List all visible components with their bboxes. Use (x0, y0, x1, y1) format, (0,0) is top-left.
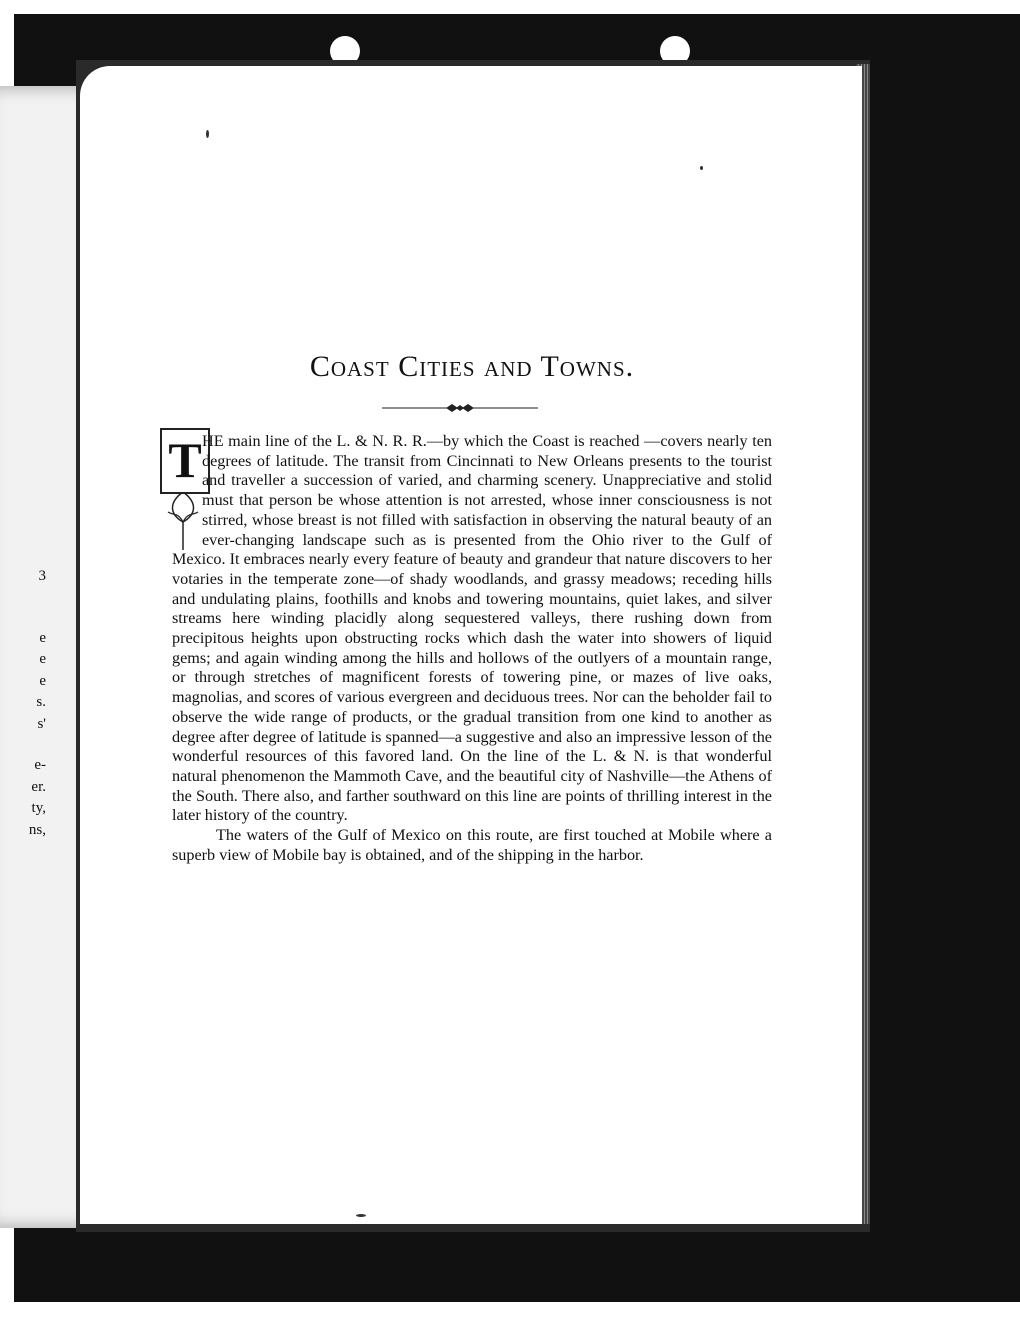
article-body (172, 432, 772, 865)
left-fragment: ns, (28, 821, 46, 838)
scan-speck (700, 166, 703, 170)
paragraph-text: HE main line of the L. & N. R. R.—by which the Coast is reached —covers nearly ten degrees of latitude. The transit from Cincinnati to New Orleans presents to the tourist and traveller a succession of varied, and charming scenery. Unappreciative and stolid must that person be whose attention is not arrested, whose inner consciousness is not stirred, whose breast is not filled with satisfaction in observing the natural beauty of an ever-changing landscape such as is presented from the Ohio river to the Gulf of Mexico. It embraces nearly every feature of beauty and grandeur that nature discovers to her votaries in the temperate zone—of shady woodlands, and grassy meadows; receding hills and undulating plains, foothills and knobs and towering mountains, quiet lakes, and silver streams here winding placidly along sequestered valleys, there rushing down from precipitous heights upon obstructing rocks which dash the water into showers of liquid gems; and again winding among the hills and hollows of the outlyers of a mountain range, or through stretches of magnificent forests of towering pine, or mazes of live oaks, magnolias, and scores of various evergreen and deciduous trees. Nor can the beholder fail to observe the wide range of products, or the gradual transition from one kind to another as degree after degree of latitude is spanned—a suggestive and also an impressive lesson of the wonderful resources of this favored land. On the line of the L. & N. is that wonderful natural phenomenon the Mammoth Cave, and the beautiful city of Nashville—the Athens of the South. There also, and farther southward on this line are points of thrilling interest in the later history of the country. (172, 432, 772, 825)
left-fragment: e (39, 672, 46, 689)
heading-ornament-rule (382, 403, 538, 413)
paragraph: The waters of the Gulf of Mexico on this route, are first touched at Mobile where a superb view of Mobile bay is obtained, and of the shipping in the harbor. (172, 826, 772, 864)
scan-speck (206, 130, 209, 138)
left-fragment: s' (37, 715, 46, 732)
scan-speck (356, 1214, 366, 1217)
left-fragment: s. (36, 694, 46, 710)
chapter-heading: Coast Cities and Towns. (309, 350, 635, 383)
left-fragment: e (39, 629, 46, 646)
left-fragment: e- (34, 757, 46, 773)
left-page-text-fragments (6, 566, 46, 841)
ornate-dropcap: T (160, 428, 210, 494)
left-fragment: 3 (38, 568, 46, 584)
dropcap-spacer (172, 432, 202, 550)
left-fragment: e (39, 651, 46, 667)
left-fragment: er. (31, 778, 46, 795)
left-fragment: ty, (31, 800, 46, 816)
paragraph (172, 432, 772, 826)
